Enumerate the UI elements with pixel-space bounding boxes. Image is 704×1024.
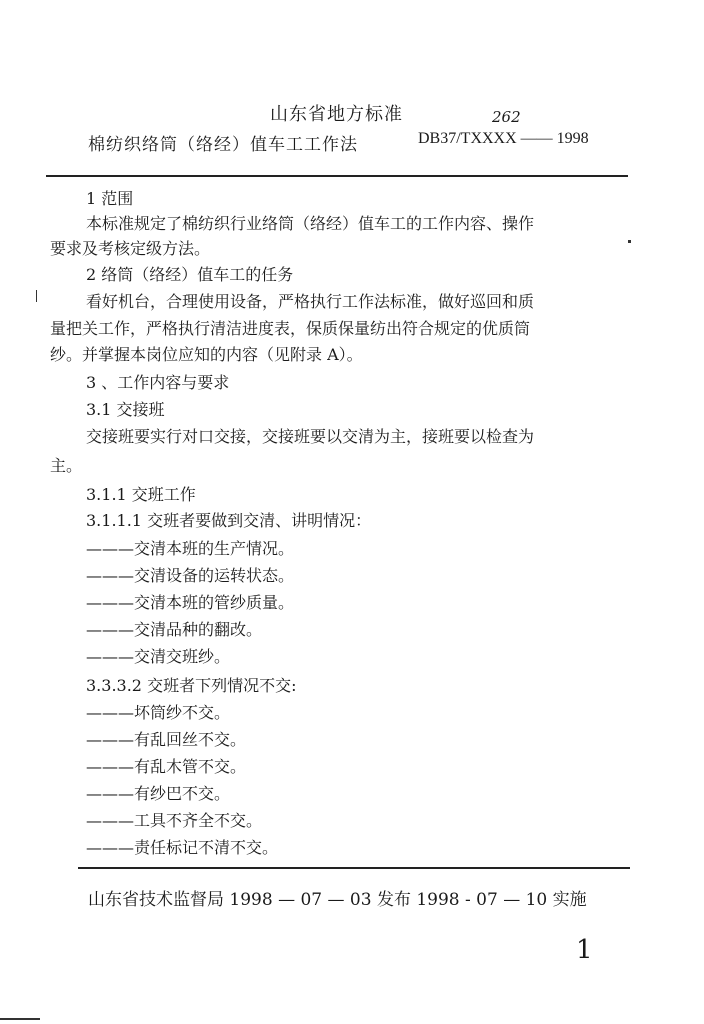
document-title: 棉纺织络筒（络经）值车工工作法 [88,135,358,155]
standard-code: DB37/TXXXX —— 1998 [418,130,589,147]
section-heading: 3.1.1.1 交班者要做到交清、讲明情况： [86,511,372,530]
scan-speck [628,240,631,243]
list-item: ———有纱巴不交。 [86,784,231,803]
list-item: ———交清本班的管纱质量。 [86,593,295,612]
body-line: 本标准规定了棉纺织行业络筒（络经）值车工的工作内容、操作 [86,214,535,233]
list-item: ———交清设备的运转状态。 [86,566,295,585]
scan-speck [36,290,37,302]
list-item: ———交清交班纱。 [86,647,231,666]
list-item: ———责任标记不清不交。 [86,838,279,857]
body-line: 纱。并掌握本岗位应知的内容（见附录 A）。 [50,345,363,364]
standard-organization: 山东省地方标准 [270,104,403,125]
page-mark: 1 [576,935,593,965]
list-item: ———有乱木管不交。 [86,757,247,776]
section-heading: 3 、工作内容与要求 [86,373,230,392]
section-heading: 3.1.1 交班工作 [86,485,196,504]
section-heading: 1 范围 [86,189,134,208]
handwritten-number: 262 [492,108,521,126]
list-item: ———工具不齐全不交。 [86,811,263,830]
body-line: 要求及考核定级方法。 [50,239,211,258]
list-item: ———交清品种的翻改。 [86,620,263,639]
scan-speck [0,1018,40,1020]
issue-footer: 山东省技术监督局 1998 — 07 — 03 发布 1998 - 07 — 10 实施 [88,890,587,910]
list-item: ———交清本班的生产情况。 [86,539,295,558]
section-heading: 3.3.3.2 交班者下列情况不交: [86,676,297,695]
body-line: 主。 [50,456,83,475]
body-line: 交接班要实行对口交接，交接班要以交清为主，接班要以检查为 [86,427,535,446]
section-heading: 3.1 交接班 [86,400,165,419]
top-rule [46,175,628,177]
section-heading: 2 络筒（络经）值车工的任务 [86,265,294,284]
body-line: 量把关工作，严格执行清洁进度表，保质保量纺出符合规定的优质筒 [50,319,531,338]
body-line: 看好机台，合理使用设备，严格执行工作法标准，做好巡回和质 [86,292,535,311]
bottom-rule [78,867,630,869]
list-item: ———有乱回丝不交。 [86,730,247,749]
list-item: ———坏筒纱不交。 [86,703,231,722]
